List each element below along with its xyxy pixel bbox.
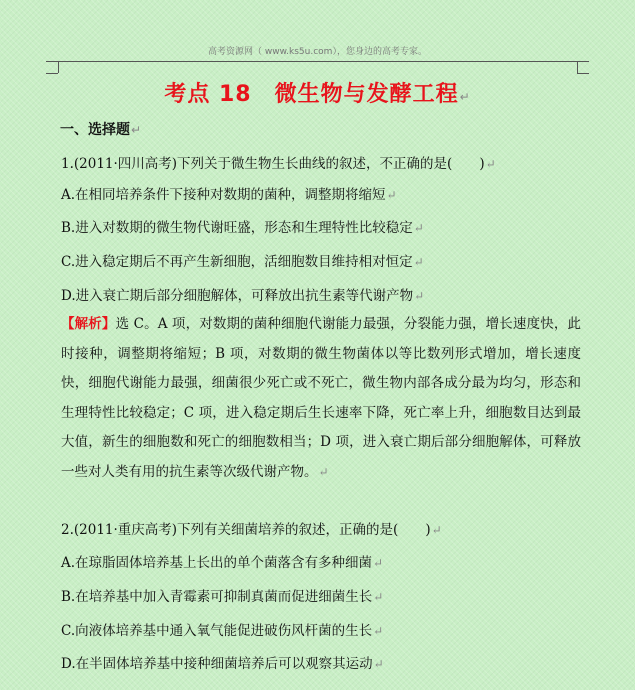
- question-1-option-b: [61, 216, 424, 236]
- question-1-option-a: [61, 183, 397, 203]
- question-2-stem: [61, 518, 442, 538]
- paragraph-mark-icon: ↵: [431, 523, 442, 537]
- question-1-analysis: [61, 310, 581, 487]
- paragraph-mark-icon: ↵: [413, 221, 424, 235]
- option-text: D.在半固体培养基中接种细菌培养后可以观察其运动: [61, 656, 373, 672]
- question-2-option-a: [61, 551, 383, 571]
- header-rule: [46, 61, 589, 62]
- analysis-label: 【解析】: [61, 316, 116, 332]
- section-heading-text: 一、选择题: [60, 122, 130, 138]
- analysis-text: 选 C。A 项，对数期的菌种细胞代谢能力最强，分裂能力强，增长速度快，此时接种，调整期将缩短；B 项，对数期的微生物菌体以等比数列形式增加，增长速度快，细胞代谢能力最强，细菌很少死亡或不死亡，微生物内部各成分最为均匀，形态和生理特性比较稳定；C 项，进入稳定期后生长速率下降，死亡率上升，细胞数目达到最大值，新生的细胞数和死亡的细胞数相当；D 项，进入衰亡期后部分细胞解体，可释放一些对人类有用的抗生素等次级代谢产物。: [61, 316, 581, 480]
- paragraph-mark-icon: ↵: [386, 188, 397, 202]
- option-text: A.在琼脂固体培养基上长出的单个菌落含有多种细菌: [61, 555, 373, 571]
- header-corner-right-end: [577, 73, 589, 74]
- option-text: C.向液体培养基中通入氧气能促进破伤风杆菌的生长: [61, 623, 373, 639]
- paragraph-mark-icon: ↵: [459, 90, 471, 104]
- title-text: 考点 18 微生物与发酵工程: [164, 82, 459, 107]
- paragraph-mark-icon: ↵: [318, 464, 329, 479]
- question-2-option-b: [61, 585, 383, 605]
- site-header-text: 高考资源网（ www.ks5u.com），您身边的高考专家。: [208, 47, 427, 57]
- question-1-stem: [61, 152, 496, 172]
- question-2-option-d: [61, 652, 384, 672]
- question-1-option-d: [61, 284, 424, 304]
- paragraph-mark-icon: ↵: [373, 590, 384, 604]
- header-corner-left: [58, 61, 59, 73]
- page-title: [0, 77, 635, 108]
- option-text: C.进入稳定期后不再产生新细胞，活细胞数目维持相对恒定: [61, 254, 413, 270]
- question-1-option-c: [61, 250, 424, 270]
- paragraph-mark-icon: ↵: [373, 624, 384, 638]
- option-text: A.在相同培养条件下接种对数期的菌种，调整期将缩短: [61, 187, 386, 203]
- header-corner-right: [577, 61, 578, 73]
- question-2-stem-text: 2.(2011·重庆高考)下列有关细菌培养的叙述，正确的是( ): [61, 522, 431, 538]
- paragraph-mark-icon: ↵: [373, 657, 384, 671]
- paragraph-mark-icon: ↵: [414, 289, 425, 303]
- option-text: D.进入衰亡期后部分细胞解体，可释放出抗生素等代谢产物: [61, 288, 414, 304]
- question-1-stem-text: 1.(2011·四川高考)下列关于微生物生长曲线的叙述，不正确的是( ): [61, 156, 485, 172]
- question-2-option-c: [61, 619, 383, 639]
- option-text: B.进入对数期的微生物代谢旺盛，形态和生理特性比较稳定: [61, 220, 413, 236]
- paragraph-mark-icon: ↵: [485, 157, 496, 171]
- paragraph-mark-icon: ↵: [413, 255, 424, 269]
- paragraph-mark-icon: ↵: [373, 556, 384, 570]
- paragraph-mark-icon: ↵: [131, 123, 142, 137]
- header-corner-left-end: [46, 73, 58, 74]
- section-heading: [60, 119, 141, 139]
- option-text: B.在培养基中加入青霉素可抑制真菌而促进细菌生长: [61, 589, 373, 605]
